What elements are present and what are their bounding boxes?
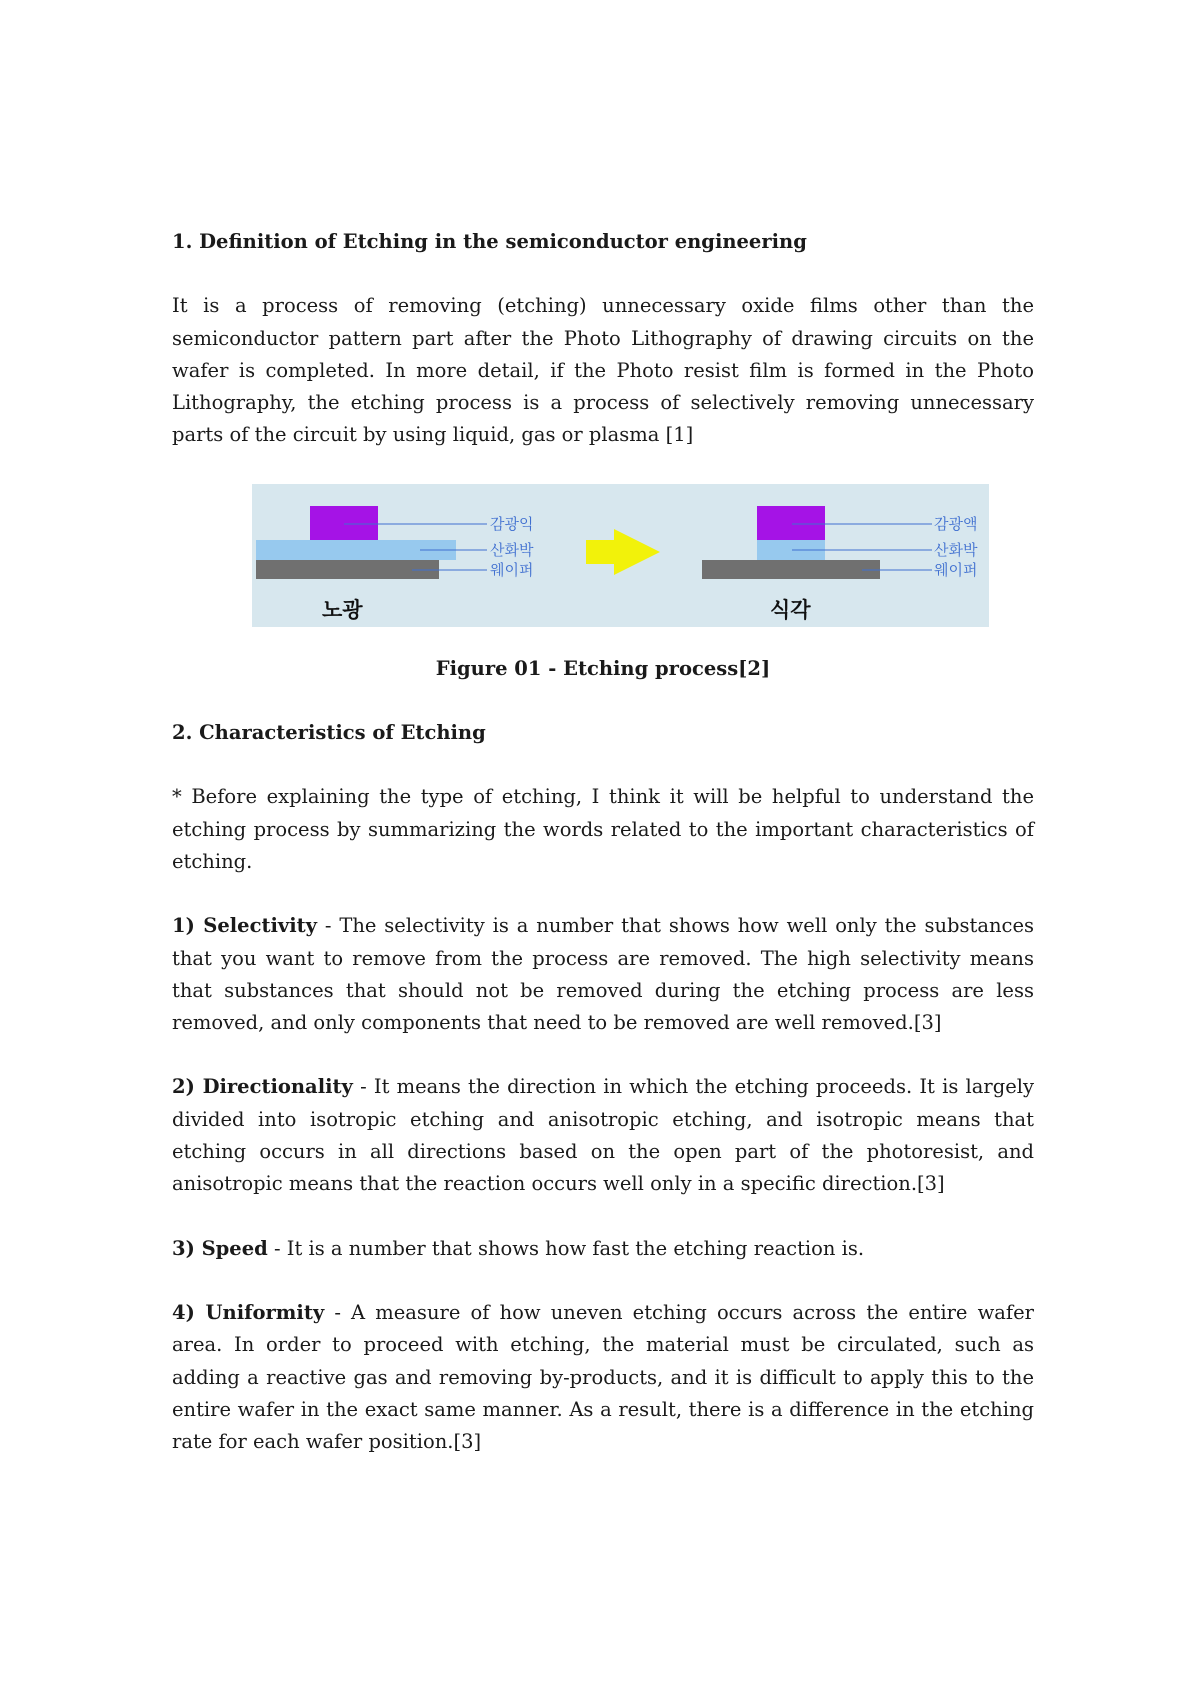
right-label-photoresist: 감광액 xyxy=(934,514,978,533)
section-1-heading: 1. Definition of Etching in the semiconductor engineering xyxy=(172,230,807,253)
left-wafer-layer xyxy=(256,560,439,579)
characteristic-speed xyxy=(172,1233,1034,1265)
section-2-heading: 2. Characteristics of Etching xyxy=(172,721,486,745)
left-label-photoresist: 감광익 xyxy=(490,514,534,533)
figure-caption: Figure 01 - Etching process[2] xyxy=(435,656,771,680)
left-stage-caption: 노광 xyxy=(322,597,363,622)
right-label-wafer: 웨이퍼 xyxy=(934,560,978,579)
left-label-oxide: 산화박 xyxy=(490,540,534,559)
text-selectivity: - The selectivity is a number that shows how well only the substances that you want to remove from the process are removed. The high selectivity means that substances that should not be removed during the etching process are less removed, and only components that need to be removed are well removed.[3] xyxy=(172,914,1034,1035)
right-stage-caption: 식각 xyxy=(770,597,811,622)
term-selectivity: 1) Selectivity xyxy=(172,914,317,938)
term-uniformity: 4) Uniformity xyxy=(172,1300,325,1324)
right-photoresist-layer xyxy=(757,506,825,540)
left-photoresist-layer xyxy=(310,506,378,540)
characteristic-directionality xyxy=(172,1071,1034,1200)
text-speed: - It is a number that shows how fast the etching reaction is. xyxy=(267,1236,865,1260)
section-1-paragraph: It is a process of removing (etching) unnecessary oxide films other than the semiconductor pattern part after the Photo Lithography of drawing circuits on the wafer is completed. In more detail, if the Photo resist film is formed in the Photo Lithography, the etching process is a process of selectively removing unnecessary parts of the circuit by using liquid, gas or plasma [1] xyxy=(172,294,1034,447)
right-label-oxide: 산화박 xyxy=(934,540,978,559)
right-wafer-layer xyxy=(702,560,880,579)
characteristic-uniformity xyxy=(172,1297,1034,1458)
term-directionality: 2) Directionality xyxy=(172,1075,353,1099)
document-content xyxy=(172,226,1034,1490)
text-uniformity: - A measure of how uneven etching occurs across the entire wafer area. In order to proceed with etching, the material must be circulated, such as adding a reactive gas and removing by-products, and it is difficult to apply this to the entire wafer in the exact same manner. As a result, there is a difference in the etching rate for each wafer position.[3] xyxy=(172,1300,1034,1454)
etching-process-figure xyxy=(252,484,989,627)
text-directionality: - It means the direction in which the etching proceeds. It is largely divided into isotropic etching and anisotropic etching, and isotropic means that etching occurs in all directions based on the open part of the photoresist, and anisotropic means that the reaction occurs well only in a specific direction.[3] xyxy=(172,1075,1035,1196)
characteristic-selectivity xyxy=(172,910,1034,1039)
left-label-wafer: 웨이퍼 xyxy=(490,560,534,579)
term-speed: 3) Speed xyxy=(172,1236,268,1260)
etching-diagram xyxy=(252,484,989,627)
section-2-intro: * Before explaining the type of etching, I think it will be helpful to understand the etching process by summarizing the words related to the important characteristics of etching. xyxy=(172,785,1034,873)
